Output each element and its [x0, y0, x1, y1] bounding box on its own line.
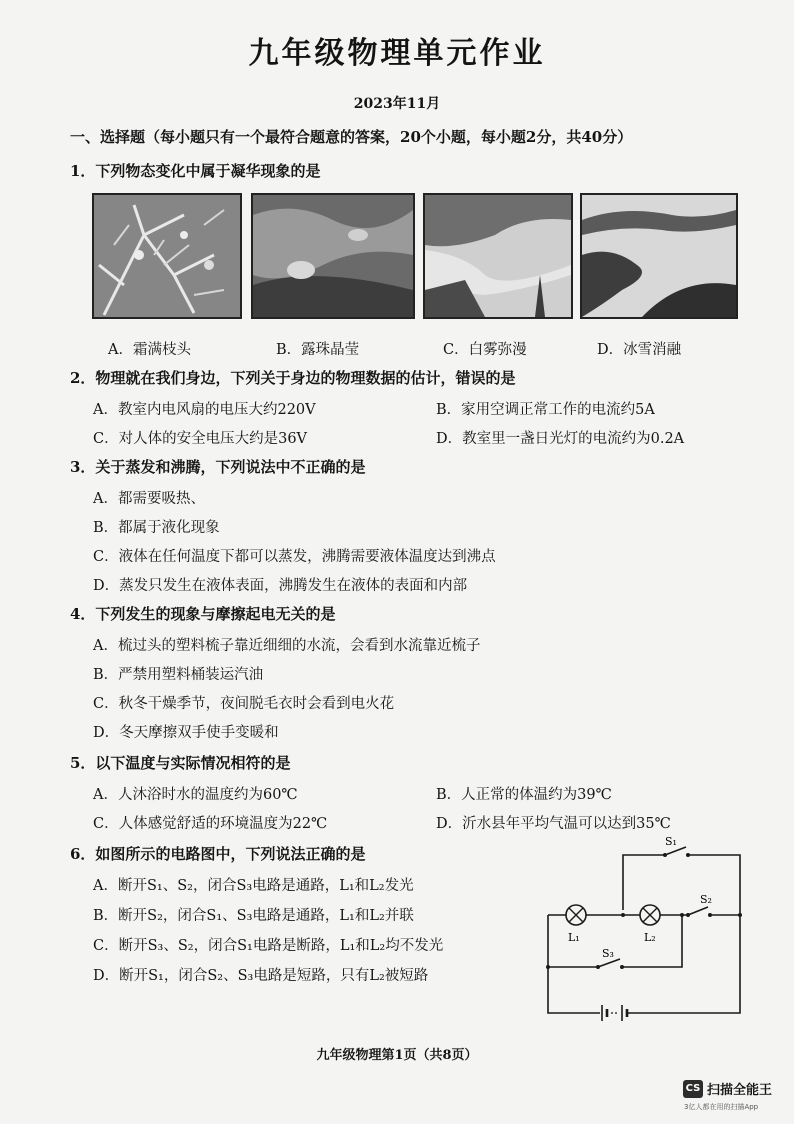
fog-illustration [425, 195, 571, 317]
label-l2: L₂ [644, 931, 656, 944]
q2-option-d: D．教室里一盏日光灯的电流约为0.2A [436, 431, 685, 447]
frost-illustration [94, 195, 240, 317]
melting-snow-image [580, 193, 738, 319]
white-fog-image [423, 193, 573, 319]
q1-option-a: A．霜满枝头 [108, 342, 191, 358]
frost-branch-image [92, 193, 242, 319]
q4-option-d: D．冬天摩擦双手使手变暖和 [93, 725, 279, 741]
question-6-stem: 6．如图所示的电路图中，下列说法正确的是 [70, 845, 366, 863]
q3-option-d: D．蒸发只发生在液体表面，沸腾发生在液体的表面和内部 [93, 578, 468, 594]
question-1-stem: 1．下列物态变化中属于凝华现象的是 [70, 162, 321, 180]
q5-option-a: A．人沐浴时水的温度约为60℃ [93, 787, 298, 803]
question-5-stem: 5．以下温度与实际情况相符的是 [70, 754, 291, 772]
question-3-stem: 3．关于蒸发和沸腾，下列说法中不正确的是 [70, 458, 366, 476]
q1-option-d: D．冰雪消融 [597, 342, 682, 358]
page-title: 九年级物理单元作业 [248, 36, 546, 71]
section-heading: 一、选择题（每小题只有一个最符合题意的答案，20个小题，每小题2分，共40分） [70, 128, 633, 146]
label-s2: S₂ [700, 893, 712, 906]
page-footer: 九年级物理第1页（共8页） [316, 1048, 478, 1063]
dew-illustration [253, 195, 413, 317]
lamp-l1 [566, 905, 586, 925]
q4-option-b: B．严禁用塑料桶装运汽油 [93, 667, 264, 683]
q2-option-c: C．对人体的安全电压大约是36V [93, 431, 308, 447]
q5-option-d: D．沂水县年平均气温可以达到35℃ [436, 816, 671, 832]
q2-option-b: B．家用空调正常工作的电流约5A [436, 402, 655, 418]
camscanner-logo-icon: CS [683, 1080, 703, 1098]
camscanner-name: 扫描全能王 [707, 1083, 773, 1098]
switch-s1 [663, 847, 690, 857]
q4-option-c: C．秋冬干燥季节，夜间脱毛衣时会看到电火花 [93, 696, 395, 712]
q6-option-c: C．断开S₃、S₂，闭合S₁电路是断路，L₁和L₂均不发光 [93, 938, 444, 954]
q4-option-a: A．梳过头的塑料梳子靠近细细的水流，会看到水流靠近梳子 [93, 638, 481, 654]
q3-option-c: C．液体在任何温度下都可以蒸发，沸腾需要液体温度达到沸点 [93, 549, 496, 565]
label-s3: S₃ [602, 947, 614, 960]
q1-option-b: B．露珠晶莹 [276, 342, 360, 358]
switch-s2 [686, 907, 712, 917]
label-s1: S₁ [665, 835, 677, 848]
q2-option-a: A．教室内电风扇的电压大约220V [93, 402, 316, 418]
exam-date: 2023年11月 [353, 96, 441, 112]
q6-option-b: B．断开S₂，闭合S₁、S₃电路是通路，L₁和L₂并联 [93, 908, 414, 924]
lamp-l2 [640, 905, 660, 925]
question-2-stem: 2．物理就在我们身边，下列关于身边的物理数据的估计，错误的是 [70, 369, 516, 387]
label-l1: L₁ [568, 931, 580, 944]
question-4-stem: 4．下列发生的现象与摩擦起电无关的是 [70, 605, 336, 623]
q5-option-b: B．人正常的体温约为39℃ [436, 787, 612, 803]
q6-option-d: D．断开S₁，闭合S₂、S₃电路是短路，只有L₂被短路 [93, 968, 429, 984]
switch-s3 [596, 959, 624, 969]
camscanner-tagline: 3亿人都在用的扫描App [684, 1103, 759, 1111]
q3-option-a: A．都需要吸热、 [93, 491, 205, 507]
circuit-diagram [540, 835, 750, 1025]
melting-illustration [582, 195, 736, 317]
q1-option-c: C．白雾弥漫 [443, 342, 527, 358]
q3-option-b: B．都属于液化现象 [93, 520, 220, 536]
q6-option-a: A．断开S₁、S₂，闭合S₃电路是通路，L₁和L₂发光 [93, 878, 414, 894]
q5-option-c: C．人体感觉舒适的环境温度为22℃ [93, 816, 328, 832]
dew-drop-image [251, 193, 415, 319]
battery [602, 1005, 627, 1021]
